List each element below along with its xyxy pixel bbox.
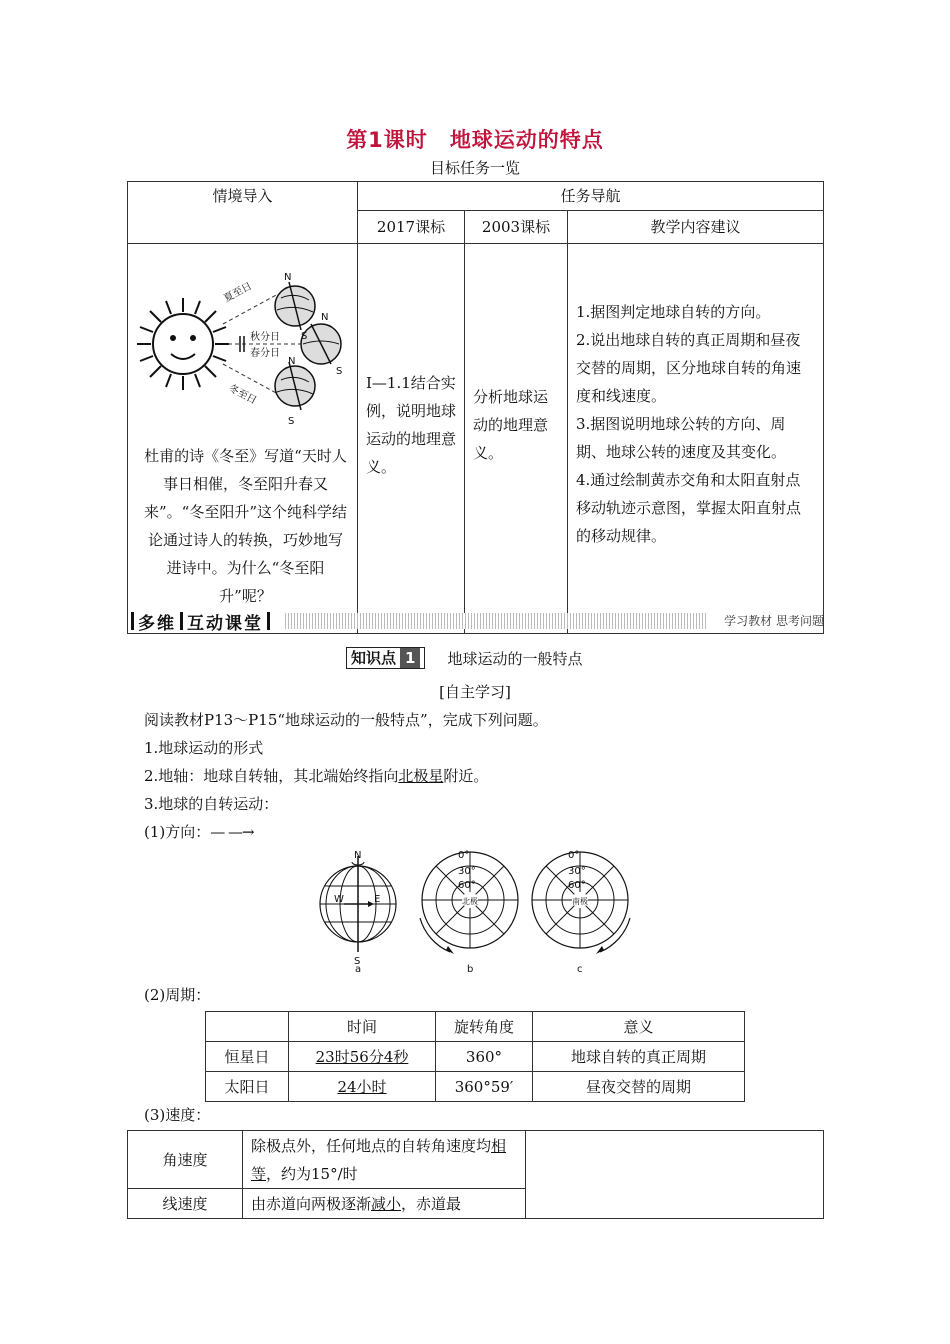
- rotation-direction-figure: [310, 848, 650, 976]
- rotation-speed-table: [127, 1130, 824, 1219]
- autumn-equinox-label: 秋分日: [250, 332, 280, 343]
- earth-winter-icon: [275, 362, 315, 410]
- linear-speed-label: 线速度: [128, 1189, 243, 1219]
- standard-2017-cell: [358, 244, 465, 634]
- suggestion-item: 3.据图说明地球公转的方向、周期、地球公转的速度及其变化。: [576, 414, 787, 461]
- situation-cell: [128, 244, 358, 634]
- earth-equinox-icon: [301, 324, 341, 364]
- solar-orbit-diagram: [128, 244, 357, 440]
- banner-part2: 互动课堂: [187, 613, 263, 634]
- item-2: 2.地轴：地球自转轴，其北端始终指向北极星附近。: [144, 767, 489, 785]
- knowledge-point-badge: 知识点 1: [346, 647, 425, 669]
- col-angle: 旋转角度: [436, 1012, 533, 1042]
- col-meaning: 意义: [533, 1012, 745, 1042]
- svg-text:0°: 0°: [458, 850, 470, 861]
- suggestion-list: [568, 292, 823, 556]
- standard-2003-header: 2003课标: [465, 211, 568, 244]
- banner-right-text: 学习教材 思考问题: [724, 614, 824, 628]
- rotation-period-table: [205, 1011, 745, 1102]
- standard-2017-text: Ⅰ—1.1结合实例，说明地球运动的地理意义。: [366, 373, 457, 476]
- item-1: 1.地球运动的形式: [144, 739, 264, 757]
- winter-solstice-label: 冬至日: [226, 382, 259, 407]
- standard-2017-header: 2017课标: [358, 211, 465, 244]
- table-row: 恒星日 23时56分4秒 360° 地球自转的真正周期: [206, 1042, 745, 1072]
- banner-part1: 多维: [138, 613, 176, 634]
- suggestion-item: 4.通过绘制黄赤交角和太阳直射点移动轨迹示意图，掌握太阳直射点的移动规律。: [576, 470, 802, 545]
- period-label: (2)周期：: [144, 986, 211, 1004]
- globe-south-label: S: [354, 956, 361, 967]
- direction-line: (1)方向：— —→: [144, 823, 254, 841]
- table-row: 太阳日 24小时 360°59′ 昼夜交替的周期: [206, 1072, 745, 1102]
- svg-text:0°: 0°: [568, 850, 580, 861]
- answer-equal: 相等: [251, 1136, 507, 1183]
- svg-text:60°: 60°: [568, 880, 586, 891]
- suggestion-cell: [568, 244, 824, 634]
- standard-2003-text: 分析地球运动的地理意义。: [473, 387, 549, 462]
- north-label-equinox: N: [321, 312, 329, 323]
- navigation-header: 任务导航: [358, 182, 824, 211]
- situation-text: 杜甫的诗《冬至》写道“天时人事日相催，冬至阳升春又来”。“冬至阳升”这个纯科学结论通过诗人的转换，巧妙地写进诗中。为什么“冬至阳升”呢？: [143, 447, 347, 605]
- task-overview-table: [127, 181, 824, 634]
- table-row: [128, 1131, 824, 1189]
- globe-east-label: E: [374, 894, 381, 905]
- south-label-equinox: S: [336, 366, 343, 377]
- angular-speed-desc: 除极点外，任何地点的自转角速度均相等，约为15°/时: [243, 1131, 526, 1189]
- south-label-summer: S: [301, 331, 308, 342]
- earth-summer-icon: [275, 282, 315, 330]
- suggestion-item: 2.说出地球自转的真正周期和昼夜交替的周期，区分地球自转的角速度和线速度。: [576, 330, 802, 405]
- lesson-title: 地球运动的特点: [449, 128, 604, 152]
- situation-header: 情境导入: [128, 182, 358, 244]
- north-label-winter: N: [288, 356, 296, 367]
- lesson-number: 第1课时: [346, 128, 428, 152]
- suggestion-header: 教学内容建议: [568, 211, 824, 244]
- svg-text:30°: 30°: [458, 866, 476, 877]
- linear-speed-desc: 由赤道向两极逐渐减小，赤道最: [243, 1189, 526, 1219]
- polar-south-c: [532, 850, 630, 954]
- svg-text:60°: 60°: [458, 880, 476, 891]
- page-title: [0, 124, 950, 154]
- globe-a: [320, 850, 396, 967]
- direction-arrow: — —→: [210, 823, 254, 841]
- figure-c-label: c: [577, 964, 583, 975]
- speed-label: (3)速度：: [144, 1106, 211, 1124]
- section-banner: [127, 610, 824, 632]
- item-3: 3.地球的自转运动：: [144, 795, 279, 813]
- knowledge-point-heading: [346, 646, 582, 670]
- standard-2003-cell: [465, 244, 568, 634]
- sun-icon: [137, 298, 229, 390]
- self-study-label: [自主学习]: [439, 683, 511, 701]
- intro-text: 阅读教材P13～P15“地球运动的一般特点”，完成下列问题。: [144, 711, 548, 729]
- banner-stripe: [285, 613, 706, 629]
- summer-solstice-label: 夏至日: [222, 280, 254, 305]
- col-time: 时间: [289, 1012, 436, 1042]
- suggestion-item: 1.据图判定地球自转的方向。: [576, 302, 771, 321]
- spring-equinox-label: 春分日: [250, 348, 280, 359]
- svg-text:30°: 30°: [568, 866, 586, 877]
- north-pole-label: 北极: [462, 897, 478, 906]
- angular-speed-label: 角速度: [128, 1131, 243, 1189]
- knowledge-point-title: 地球运动的一般特点: [447, 649, 583, 668]
- south-label-winter: S: [288, 416, 295, 427]
- knowledge-point-number: 1: [400, 648, 420, 668]
- figure-b-label: b: [467, 964, 474, 975]
- globe-west-label: W: [334, 894, 344, 905]
- answer-decrease: 减小: [371, 1194, 402, 1213]
- page-subtitle: 目标任务一览: [429, 159, 520, 177]
- south-pole-label: 南极: [572, 897, 588, 906]
- north-label: N: [284, 272, 292, 283]
- answer-polaris: 北极星: [398, 767, 444, 785]
- figure-a-label: a: [355, 964, 362, 975]
- polar-north-b: [420, 850, 518, 954]
- globe-north-label: N: [354, 850, 362, 861]
